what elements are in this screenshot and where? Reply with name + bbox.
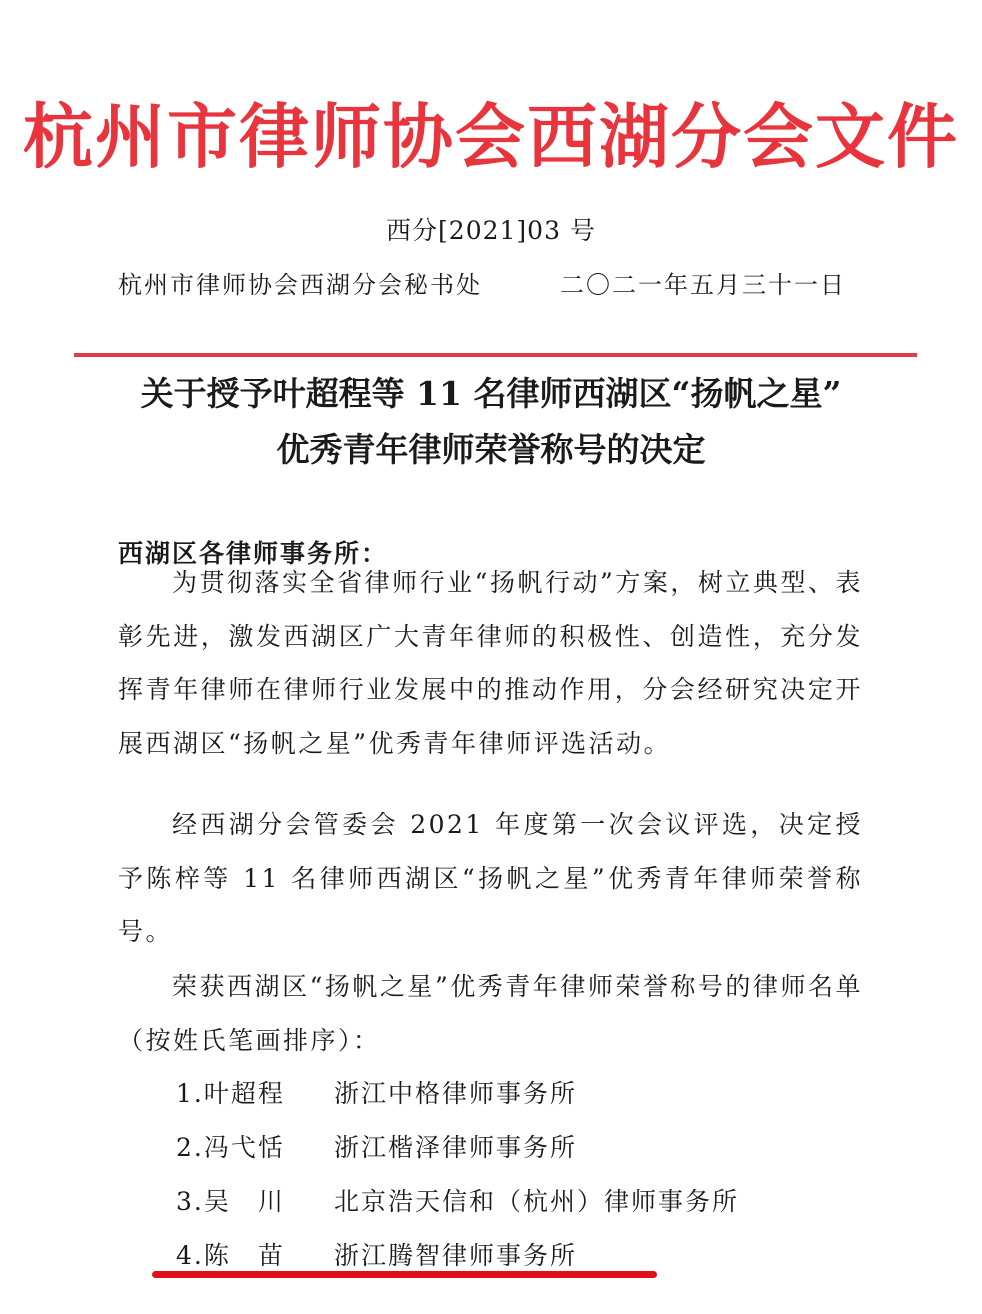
paragraph-2: 经西湖分会管委会 2021 年度第一次会议评选，决定授予陈梓等 11 名律师西湖区“扬帆之星”优秀青年律师荣誉称号。 [118, 810, 863, 946]
honoree-list-item [176, 1182, 740, 1222]
red-separator-line [74, 353, 917, 357]
decision-title [0, 366, 982, 478]
honoree-name: 冯弋恬 [203, 1133, 285, 1162]
decision-title-line-1: 关于授予叶超程等 11 名律师西湖区“扬帆之星” [140, 374, 842, 413]
honoree-number: 2. [176, 1133, 204, 1162]
paragraph-1: 为贯彻落实全省律师行业“扬帆行动”方案，树立典型、表彰先进，激发西湖区广大青年律师的积极性、创造性，充分发挥青年律师在律师行业发展中的推动作用，分会经研究决定开展西湖区“扬帆之星”优秀青年律师评选活动。 [118, 568, 863, 758]
issue-date: 二〇二一年五月三十一日 [560, 271, 846, 299]
issuing-office: 杭州市律师协会西湖分会秘书处 [118, 271, 482, 299]
honoree-name: 吴 川 [203, 1187, 285, 1216]
honoree-list-item [176, 1074, 578, 1114]
decision-title-line-2: 优秀青年律师荣誉称号的决定 [276, 430, 706, 469]
honoree-firm: 浙江腾智律师事务所 [334, 1241, 578, 1270]
honoree-firm: 浙江楷泽律师事务所 [334, 1133, 578, 1162]
honoree-list-item [176, 1236, 578, 1276]
red-highlight-underline [152, 1271, 657, 1278]
honoree-name: 叶超程 [203, 1079, 285, 1108]
honoree-number: 1. [176, 1079, 204, 1108]
honoree-number: 4. [176, 1241, 204, 1270]
salutation: 西湖区各律师事务所： [118, 539, 389, 568]
honoree-number: 3. [176, 1187, 204, 1216]
honoree-name: 陈 苗 [203, 1241, 285, 1270]
honoree-firm: 浙江中格律师事务所 [334, 1079, 578, 1108]
paragraph-3: 荣获西湖区“扬帆之星”优秀青年律师荣誉称号的律师名单（按姓氏笔画排序）： [118, 972, 863, 1055]
document-number: 西分[2021]03 号 [386, 216, 596, 245]
honoree-firm: 北京浩天信和（杭州）律师事务所 [334, 1187, 740, 1216]
document-header-title: 杭州市律师协会西湖分会文件 [23, 95, 959, 178]
honoree-list-item [176, 1128, 578, 1168]
